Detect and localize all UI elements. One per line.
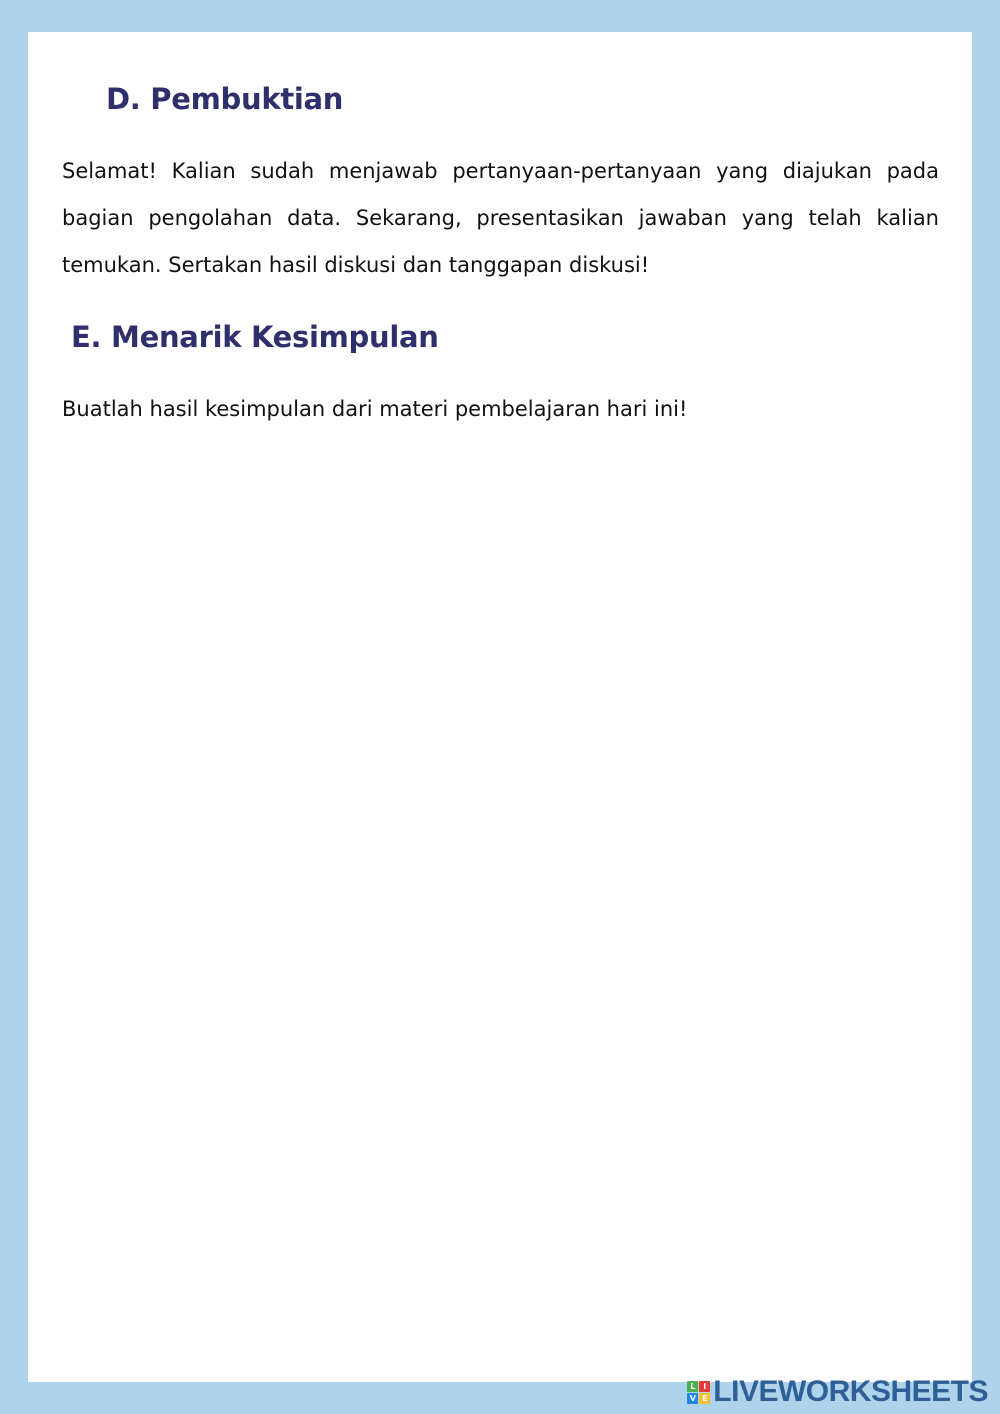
logo-letter-i: I bbox=[699, 1381, 710, 1392]
logo-letter-e: E bbox=[699, 1393, 710, 1404]
worksheet-page bbox=[28, 32, 972, 1382]
liveworksheets-logo bbox=[687, 1376, 988, 1408]
section-text-pembuktian: Selamat! Kalian sudah menjawab pertanyaan-pertanyaan yang diajukan pada bagian pengolahan data. Sekarang, presentasikan jawaban yang telah kalian temukan. Sertakan hasil diskusi dan tanggapan diskusi! bbox=[62, 159, 939, 277]
section-heading-pembuktian: D. Pembuktian bbox=[106, 82, 344, 116]
section-text-menarik-kesimpulan: Buatlah hasil kesimpulan dari materi pembelajaran hari ini! bbox=[62, 397, 688, 421]
logo-letter-l: L bbox=[687, 1381, 698, 1392]
logo-letter-v: V bbox=[687, 1393, 698, 1404]
brand-name: LIVEWORKSHEETS bbox=[713, 1375, 988, 1408]
section-heading-menarik-kesimpulan: E. Menarik Kesimpulan bbox=[71, 320, 439, 354]
live-blocks-icon bbox=[687, 1381, 710, 1404]
